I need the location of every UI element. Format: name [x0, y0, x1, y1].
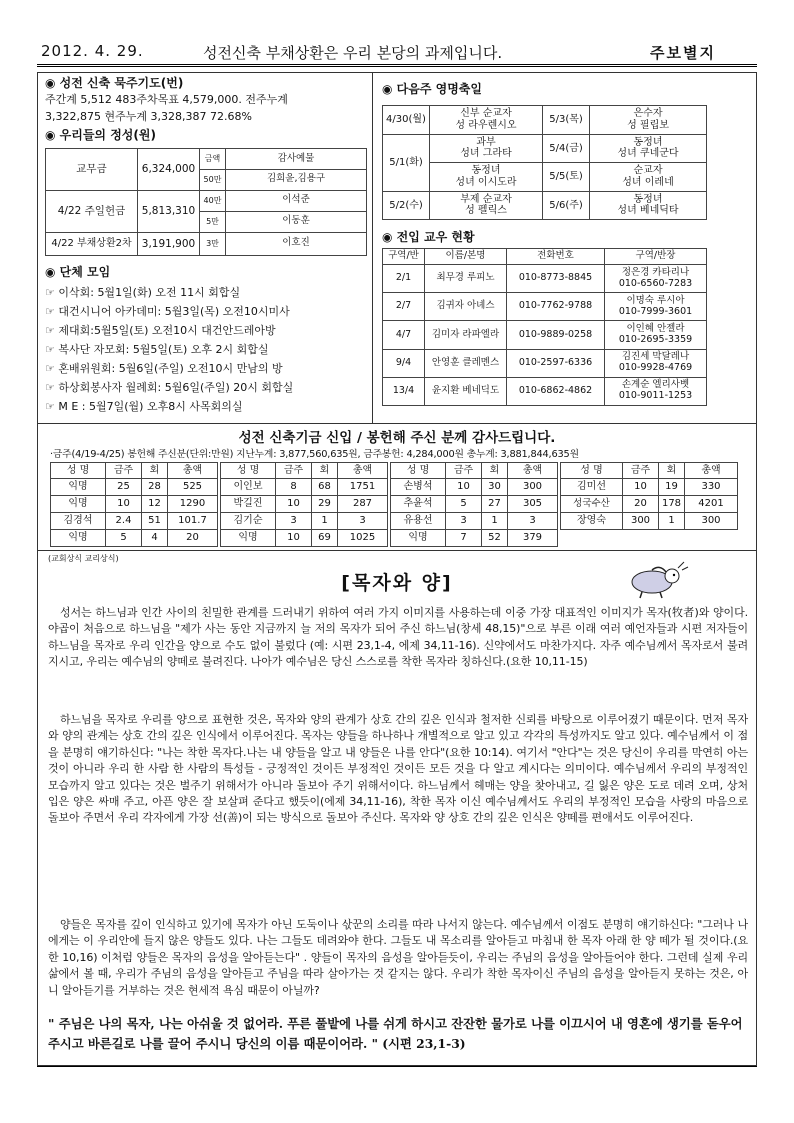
fund-table [560, 462, 738, 530]
fund-cell: 10 [106, 496, 142, 513]
fund-cell: 손병석 [391, 479, 446, 496]
fund-cell: 3 [338, 513, 388, 530]
teacher-phone: 010-8773-8845 [507, 265, 605, 293]
sheep-illustration [620, 560, 690, 600]
fund-cell: 287 [338, 496, 388, 513]
fund-title: 성전 신축기금 신입 / 봉헌해 주신 분께 감사드립니다. [238, 430, 556, 446]
teachers-header: 이름/본명 [425, 249, 507, 265]
fund-cell: 300 [623, 513, 659, 530]
fund-header: 금주 [276, 463, 312, 479]
thanks-col: 40만 [200, 190, 226, 211]
fund-cell: 69 [312, 530, 338, 547]
teacher-phone: 010-9889-0258 [507, 321, 605, 349]
section-divider [37, 550, 757, 551]
fund-header: 총액 [508, 463, 558, 479]
fund-cell: 익명 [51, 496, 106, 513]
fund-cell: 1 [482, 513, 508, 530]
offering-table [45, 148, 367, 256]
feast-saint: 성녀 베네딕타 [617, 205, 679, 217]
fund-cell: 30 [482, 479, 508, 496]
teacher-area: 13/4 [383, 377, 425, 405]
teacher-leader: 손계순 엘리사벳 [621, 379, 690, 391]
fund-cell: 4 [142, 530, 168, 547]
teacher-area: 4/7 [383, 321, 425, 349]
feast-saint: 성 펠릭스 [465, 205, 507, 217]
column-divider [372, 72, 373, 423]
prayer-line: 3,322,875 현주누계 3,328,387 72.68% [45, 110, 252, 123]
fund-header: 성 명 [561, 463, 623, 479]
teacher-leader: 이명숙 루시아 [626, 294, 685, 306]
fund-table [390, 462, 558, 547]
teacher-area: 2/1 [383, 265, 425, 293]
group-item: ☞ 제대회:5월5일(토) 오전10시 대건안드레아방 [45, 324, 276, 337]
teacher-leader-phone: 010-6560-7283 [618, 277, 693, 289]
prayer-line: 주간계 5,512 483주차목표 4,579,000. 전주누계 [45, 93, 288, 106]
teacher-area: 2/7 [383, 293, 425, 321]
group-item: ☞ 하상회봉사자 월례회: 5월6일(주일) 20시 회합실 [45, 381, 294, 394]
fund-cell: 29 [312, 496, 338, 513]
groups-title: ◉ 단체 모임 [45, 265, 111, 279]
feast-saint: 과부 [476, 136, 496, 148]
teacher-leader-phone: 010-7999-3601 [618, 305, 693, 317]
fund-cell: 10 [276, 496, 312, 513]
fund-cell: 101.7 [168, 513, 218, 530]
section-divider [37, 423, 757, 424]
fund-cell: 김경석 [51, 513, 106, 530]
offering-label: 교무금 [46, 149, 138, 191]
teachers-header: 전화번호 [507, 249, 605, 265]
fund-cell: 성국수산 [561, 496, 623, 513]
feast-saint: 동정녀 [471, 165, 501, 177]
teacher-leader-phone: 010-9011-1253 [618, 390, 693, 402]
fund-header: 금주 [623, 463, 659, 479]
teacher-name: 김귀자 아녜스 [425, 293, 507, 321]
group-item: ☞ M E : 5월7일(월) 오후8시 사목회의실 [45, 400, 243, 413]
fund-cell: 익명 [51, 530, 106, 547]
group-item: ☞ 대건시니어 아카데미: 5월3일(목) 오전10시미사 [45, 305, 290, 318]
fund-cell: 10 [446, 479, 482, 496]
fund-cell: 52 [482, 530, 508, 547]
fund-cell: 장영숙 [561, 513, 623, 530]
fund-header: 총액 [168, 463, 218, 479]
fund-header: 회 [312, 463, 338, 479]
fund-header: 금주 [446, 463, 482, 479]
feast-title: ◉ 다음주 영명축일 [382, 82, 482, 96]
teacher-leader: 이인혜 안젤라 [626, 323, 685, 335]
group-item: ☞ 이삭회: 5월1일(화) 오전 11시 회합실 [45, 286, 241, 299]
feast-date: 4/30(월) [383, 106, 430, 135]
fund-cell: 3 [446, 513, 482, 530]
fund-cell: 68 [312, 479, 338, 496]
fund-cell: 1 [659, 513, 685, 530]
fund-summary: ·금주(4/19-4/25) 봉헌해 주신분(단위:만원) 지난누계: 3,877,560,635원, 금주봉헌: 4,284,000원 총누계: 3,881,844,635원 [50, 449, 579, 460]
prayer-title: ◉ 성전 신축 묵주기도(번) [45, 76, 184, 90]
feast-saint: 동정녀 [633, 136, 663, 148]
fund-header: 회 [142, 463, 168, 479]
offering-amount: 6,324,000 [138, 149, 200, 191]
fund-cell: 178 [659, 496, 685, 513]
feast-saint: 은수자 [633, 108, 663, 120]
article-paragraph: 양들은 목자를 깊이 인식하고 있기에 목자가 아닌 도둑이나 삯꾼의 소리를 따라 나서지 않는다. 예수님께서 이점도 분명히 얘기하신다: "그러나 나에게는 이 우리안에 들지 않은 양들도 있다. 나는 그들도 데려와야 한다. 그들도 내 목소리를 알아듣고 마침내 한 목자 아래 한 양 떼가 될 것이다.(요한 10,16) 이처럼 양들은 목자의 음성을 알아듣는다" . 양들이 목자의 음성을 알아듣듯이, 우리는 주님의 음성을 알아들어야 한다. 그런데 실제 우리 삶에서 볼 때, 우리가 주님의 음성을 알아듣고 주님을 따라 살아가는 것 같지는 않다. 우리가 착한 목자이신 주님의 음성을 알아듣지 못하는 것은, 아니 알아듣기를 거부하는 것은 현세적 욕심 때문이 아닐까? [48, 918, 748, 997]
group-item: ☞ 혼배위원회: 5월6일(주일) 오전10시 만남의 방 [45, 362, 283, 375]
page-header [37, 40, 763, 64]
feast-date: 5/5(토) [543, 163, 590, 192]
fund-cell: 379 [508, 530, 558, 547]
fund-cell: 27 [482, 496, 508, 513]
offering-title: ◉ 우리들의 정성(원) [45, 128, 156, 142]
header-title: 주보별지 [650, 44, 716, 62]
fund-cell: 5 [446, 496, 482, 513]
fund-cell: 10 [623, 479, 659, 496]
offering-amount: 5,813,310 [138, 190, 200, 232]
teacher-leader: 정은경 카타리나 [621, 266, 690, 278]
article-paragraph: 하느님을 목자로 우리를 양으로 표현한 것은, 목자와 양의 관계가 상호 간의 깊은 인식과 철저한 신뢰를 바탕으로 이루어졌기 때문이다. 먼저 목자와 양의 관계는 상호 간의 깊은 인식에서 이루어진다. 목자는 양들을 하나하나 개별적으로 알고 있고 각각의 특성까지도 알고 있다. 예수님께서 이 점을 분명히 얘기하신다: "나는 착한 목자다.나는 내 양들을 알고 내 양들은 나를 안다"(요한 10:14). 여기서 "안다"는 것은 당신이 우리를 막연히 아는 것이 아니라 우리 한 사람 한 사람의 특성들 - 긍정적인 것이든 부정적인 것이든 모든 것을 다 알고 계시다는 의미이다. 예수님께서 우리의 부정적인 모습까지 알고 있다는 것은 벌주기 위해서가 아니라 돌보아 주기 위해서이다. 하느님께서 헤매는 양을 찾아내고, 길 잃은 양은 도로 데려 오며, 상처 입은 양은 싸매 주고, 아픈 양은 잘 보살펴 준다고 했듯이(에제 34,11-16), 착한 목자 이신 예수님께서도 우리의 부정적인 모습을 사랑의 마음으로 돌보아 주면서 우리 각자에게 가장 선(善)이 되는 방식으로 돌보아 주신다. 목자와 양 상호 간의 깊은 인식은 양떼를 편애서도 이루어진다. [48, 713, 748, 825]
fund-cell: 20 [623, 496, 659, 513]
fund-cell: 이인보 [221, 479, 276, 496]
fund-cell: 305 [508, 496, 558, 513]
teacher-name: 윤지환 베네딕도 [425, 377, 507, 405]
teachers-header: 구역/반장 [605, 249, 707, 265]
thanks-name: 이석준 [226, 190, 367, 211]
feast-table [382, 105, 707, 220]
feast-date: 5/3(목) [543, 106, 590, 135]
fund-cell: 330 [685, 479, 738, 496]
fund-header: 성 명 [221, 463, 276, 479]
thanks-name: 이호진 [226, 232, 367, 255]
offering-label: 4/22 부채상환2차 [46, 232, 138, 255]
fund-cell: 20 [168, 530, 218, 547]
feast-saint: 동정녀 [633, 193, 663, 205]
thanks-name: 감사예물 [226, 149, 367, 170]
fund-cell: 51 [142, 513, 168, 530]
feast-date: 5/2(수) [383, 191, 430, 220]
thanks-col: 5만 [200, 211, 226, 232]
header-rule [37, 64, 757, 67]
feast-date: 5/1(화) [383, 134, 430, 191]
footer-rule [37, 1066, 757, 1068]
article-source: (교회상식 교리상식) [48, 554, 119, 563]
groups-section [45, 261, 370, 416]
feast-saint: 신부 순교자 [460, 108, 512, 120]
fund-header: 회 [482, 463, 508, 479]
feast-saint: 성녀 이레네 [622, 176, 674, 188]
teacher-leader: 김진세 막달레나 [621, 351, 690, 363]
fund-cell: 525 [168, 479, 218, 496]
teacher-phone: 010-2597-6336 [507, 349, 605, 377]
teacher-leader-phone: 010-2695-3359 [618, 333, 693, 345]
fund-cell: 7 [446, 530, 482, 547]
feast-saint: 성녀 이시도라 [455, 176, 517, 188]
fund-cell: 10 [276, 530, 312, 547]
fund-cell: 익명 [51, 479, 106, 496]
offering-amount: 3,191,900 [138, 232, 200, 255]
teacher-name: 안영훈 클레멘스 [425, 349, 507, 377]
fund-table [50, 462, 218, 547]
fund-header: 금주 [106, 463, 142, 479]
fund-table [220, 462, 388, 547]
offering-label: 4/22 주일헌금 [46, 190, 138, 232]
fund-cell: 김미선 [561, 479, 623, 496]
fund-cell: 4201 [685, 496, 738, 513]
feast-saint: 성 필립보 [627, 119, 669, 131]
fund-cell: 1025 [338, 530, 388, 547]
thanks-name: 이동훈 [226, 211, 367, 232]
fund-cell: 28 [142, 479, 168, 496]
header-date: 2012. 4. 29. [41, 42, 144, 60]
fund-cell: 3 [276, 513, 312, 530]
feast-saint: 성녀 그라타 [460, 148, 512, 160]
fund-header: 성 명 [51, 463, 106, 479]
fund-cell: 익명 [221, 530, 276, 547]
teachers-table [382, 248, 707, 406]
teacher-phone: 010-7762-9788 [507, 293, 605, 321]
feast-saint: 성 라우렌시오 [455, 119, 517, 131]
fund-cell: 1751 [338, 479, 388, 496]
fund-cell: 8 [276, 479, 312, 496]
feast-saint: 부제 순교자 [460, 193, 512, 205]
group-item: ☞ 복사단 자모회: 5월5일(토) 오후 2시 회합실 [45, 343, 269, 356]
fund-cell: 박길진 [221, 496, 276, 513]
fund-cell: 19 [659, 479, 685, 496]
teachers-header: 구역/반 [383, 249, 425, 265]
feast-saint: 성녀 쿠네군다 [617, 148, 679, 160]
teacher-phone: 010-6862-4862 [507, 377, 605, 405]
prayer-section [45, 74, 370, 143]
fund-cell: 1 [312, 513, 338, 530]
psalm-quote: " 주님은 나의 목자, 나는 아쉬울 것 없어라. 푸른 풀밭에 나를 쉬게 하시고 잔잔한 물가로 나를 이끄시어 내 영혼에 생기를 돋우어 주시고 바른길로 나를 끌어 주시니 당신의 이름 때문이어라. " (시편 23,1-3) [48, 1016, 743, 1051]
feast-saint: 순교자 [633, 165, 663, 177]
fund-header: 회 [659, 463, 685, 479]
fund-cell: 추윤석 [391, 496, 446, 513]
fund-cell: 2.4 [106, 513, 142, 530]
fund-cell: 25 [106, 479, 142, 496]
teacher-name: 최무경 루피노 [425, 265, 507, 293]
article-title: [목자와 양] [341, 572, 453, 594]
fund-cell: 12 [142, 496, 168, 513]
fund-cell: 5 [106, 530, 142, 547]
teacher-name: 김미자 라파엘라 [425, 321, 507, 349]
thanks-col: 금액 [200, 149, 226, 170]
article-paragraph: 성서는 하느님과 인간 사이의 친밀한 관계를 드러내기 위하여 여러 가지 이미지를 사용하는데 이중 가장 대표적인 이미지가 목자(牧者)와 양이다. 야곱이 처음으로 하느님을 "제가 사는 동안 지금까지 늘 저의 목자가 되어 주신 하느님(창세 48,15)"으로 부른 이래 여러 예언자들과 시편 저자들이 하느님을 목자로 우리 인간을 양으로 수도 없이 불렀다 (예: 시편 23,1-4, 에제 34,11-16). 신약에서도 마찬가지다. 자주 예수님께서 목자로서 불려지시고, 우리는 예수님의 양떼로 불려진다. 나아가 예수님은 당신 스스로를 착한 목자라 칭하신다.(요한 10,11-15) [48, 606, 748, 669]
fund-cell: 300 [685, 513, 738, 530]
thanks-col: 3만 [200, 232, 226, 255]
feast-date: 5/6(주) [543, 191, 590, 220]
fund-cell: 300 [508, 479, 558, 496]
fund-header: 총액 [685, 463, 738, 479]
fund-cell: 유용선 [391, 513, 446, 530]
fund-cell: 익명 [391, 530, 446, 547]
teachers-title: ◉ 전입 교우 현황 [382, 230, 475, 244]
teacher-area: 9/4 [383, 349, 425, 377]
fund-cell: 김기순 [221, 513, 276, 530]
thanks-col: 50만 [200, 169, 226, 190]
thanks-name: 김희윤,김용구 [226, 169, 367, 190]
feast-date: 5/4(금) [543, 134, 590, 163]
fund-cell: 3 [508, 513, 558, 530]
fund-header: 성 명 [391, 463, 446, 479]
teacher-leader-phone: 010-9928-4769 [618, 362, 693, 374]
fund-cell: 1290 [168, 496, 218, 513]
header-motto: 성전신축 부채상환은 우리 본당의 과제입니다. [203, 44, 503, 62]
fund-header: 총액 [338, 463, 388, 479]
